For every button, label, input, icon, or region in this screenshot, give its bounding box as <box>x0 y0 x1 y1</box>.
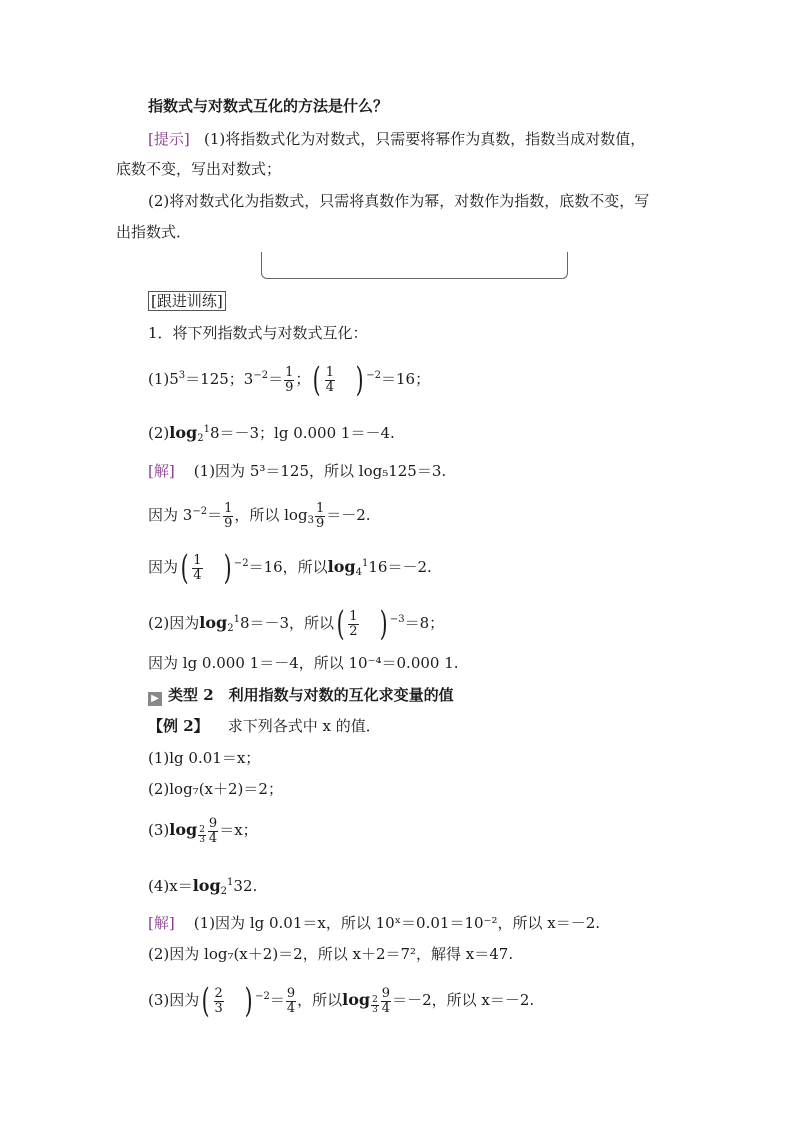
den: 3 <box>199 835 205 845</box>
exp: −2 <box>192 506 208 517</box>
question-title: 指数式与对数式互化的方法是什么？ <box>148 97 389 115</box>
paren: ( <box>313 360 322 400</box>
frac-num: 1 <box>361 558 369 569</box>
text: ＝ <box>207 506 223 524</box>
solution-1-line-5: 因为 lg 0.000 1＝－4，所以 10⁻⁴＝0.000 1. <box>148 654 459 672</box>
solution-1-line-1 <box>148 461 446 481</box>
hint-text-1a: (1)将指数式化为对数式，只需要将幂作为真数，指数当成对数值， <box>204 130 646 148</box>
text: (4)x＝ <box>148 877 193 895</box>
num: 1 <box>325 364 334 380</box>
hint-label: [提示] <box>148 130 190 148</box>
base-fraction <box>197 825 207 845</box>
num: 9 <box>381 985 391 1001</box>
text: (1)因为 5³＝125，所以 log₅125＝3. <box>193 462 447 480</box>
den: 9 <box>224 515 233 531</box>
text: ＝16； <box>380 370 431 388</box>
fraction-1-9 <box>223 502 233 531</box>
frac-num: 1 <box>203 424 210 435</box>
paren: ( <box>201 981 210 1021</box>
base-fraction <box>370 995 380 1015</box>
follow-up-label: [跟进训练] <box>148 291 226 311</box>
base: 2 <box>220 886 228 897</box>
fraction-9-4 <box>381 987 391 1016</box>
text: (2)因为 <box>148 614 200 632</box>
num: 2 <box>214 985 223 1001</box>
text: 8＝－3，所以 <box>239 614 335 632</box>
hint-text-1b: 底数不变，写出对数式； <box>116 160 282 178</box>
exp: −2 <box>255 991 270 1002</box>
exp: 3 <box>178 370 186 381</box>
example-2-item-3 <box>148 810 258 856</box>
example-2-item-4 <box>148 873 257 902</box>
text: (3) <box>148 821 170 839</box>
example-2 <box>148 716 381 736</box>
log-symbol: log <box>327 557 356 576</box>
den: 4 <box>286 1000 296 1016</box>
text: ＝ <box>268 370 284 388</box>
solution-label: [解] <box>148 462 175 480</box>
text: ＝－2. <box>326 506 371 524</box>
text: ＝16，所以 <box>248 558 328 576</box>
exercise-1-part-2 <box>148 420 395 449</box>
text: ，所以 log <box>234 506 308 524</box>
paren: ) <box>223 548 232 588</box>
solution-2-line-3 <box>148 977 534 1026</box>
base: 2 <box>227 623 234 634</box>
example-text: 求下列各式中 x 的值． <box>227 717 381 735</box>
den: 4 <box>381 1000 391 1016</box>
log-symbol: log <box>169 423 198 442</box>
text: (3)因为 <box>148 991 200 1009</box>
den: 4 <box>325 379 334 395</box>
example-2-item-2: (2)log₇(x＋2)＝2； <box>148 780 283 798</box>
example-2-item-1: (1)lg 0.01＝x； <box>148 749 261 767</box>
log-symbol: log <box>192 876 221 895</box>
fraction-1-9 <box>315 502 325 531</box>
num: 1 <box>193 552 202 568</box>
text: (1)因为 lg 0.01＝x，所以 10ˣ＝0.01＝10⁻²，所以 x＝－2. <box>193 914 601 932</box>
fraction-1-4 <box>192 554 202 583</box>
text: 因为 <box>148 558 179 576</box>
exp: −3 <box>389 614 405 625</box>
fraction-1-4 <box>325 366 335 395</box>
base: 4 <box>355 567 362 578</box>
den: 9 <box>285 379 294 395</box>
solution-2-line-1 <box>148 913 600 933</box>
solution-1-line-2 <box>148 492 371 541</box>
text: ＝8； <box>404 614 445 632</box>
text: (2) <box>148 424 170 442</box>
log-symbol: log <box>199 613 228 632</box>
paren: ) <box>355 360 364 400</box>
solution-1-line-4 <box>148 600 444 649</box>
paren: ( <box>180 548 189 588</box>
den: 4 <box>208 830 218 846</box>
text: ＝x； <box>219 821 258 839</box>
follow-up-tag <box>148 291 226 311</box>
num: 1 <box>349 608 358 624</box>
log-symbol: log <box>342 990 371 1009</box>
frac-num: 1 <box>233 614 240 625</box>
den: 2 <box>349 623 358 639</box>
den: 3 <box>214 1000 223 1016</box>
text: ； <box>295 370 311 388</box>
fraction-1-2 <box>348 610 358 639</box>
hint-line-1 <box>148 129 645 149</box>
num: 1 <box>315 500 325 516</box>
exp: −2 <box>253 370 269 381</box>
hint-text-2a: (2)将对数式化为指数式，只需将真数作为幂，对数作为指数，底数不变，写 <box>148 192 650 210</box>
solution-2-line-2: (2)因为 log₇(x＋2)＝2，所以 x＋2＝7²，解得 x＝47. <box>148 945 514 963</box>
fraction-9-4 <box>286 987 296 1016</box>
exp: −2 <box>366 370 381 381</box>
solution-1-line-3 <box>148 544 432 593</box>
den: 9 <box>315 515 325 531</box>
text: ＝ <box>269 991 285 1009</box>
text: 16＝－2. <box>368 558 432 576</box>
text: (1)5 <box>148 370 179 388</box>
den: 4 <box>193 567 202 583</box>
hint-text-2b: 出指数式． <box>116 223 192 241</box>
paren: ) <box>379 604 388 644</box>
text: ，所以 <box>297 991 343 1009</box>
num: 2 <box>199 825 205 835</box>
num: 1 <box>285 364 294 380</box>
example-label: 【例 2】 <box>148 717 209 735</box>
type-heading-text: 类型 2 利用指数与对数的互化求变量的值 <box>168 686 454 704</box>
paren: ( <box>336 604 345 644</box>
text: 因为 3 <box>148 506 193 524</box>
answer-box-bracket <box>261 252 568 279</box>
type-heading <box>148 685 454 706</box>
fraction-9-4 <box>208 817 218 846</box>
den: 3 <box>372 1005 378 1015</box>
paren: ) <box>244 981 253 1021</box>
exercise-1: 1．将下列指数式与对数式互化： <box>148 324 368 342</box>
solution-label: [解] <box>148 914 175 932</box>
exp: −2 <box>233 558 249 569</box>
frac-num: 1 <box>227 877 234 888</box>
play-triangle-icon: ▶ <box>148 692 162 706</box>
base: 2 <box>197 433 204 444</box>
base: 3 <box>307 515 314 526</box>
log-symbol: log <box>169 820 198 839</box>
num: 9 <box>286 985 296 1001</box>
fraction-1-9 <box>284 366 294 395</box>
text: ＝－2，所以 x＝－2. <box>392 991 535 1009</box>
fraction-2-3 <box>214 987 224 1016</box>
text: 32. <box>233 877 258 895</box>
exercise-1-part-1 <box>148 356 430 399</box>
text: 8＝－3；lg 0.000 1＝－4. <box>209 424 395 442</box>
text: ＝125；3 <box>185 370 254 388</box>
num: 1 <box>224 500 233 516</box>
num: 2 <box>372 995 378 1005</box>
num: 9 <box>208 815 218 831</box>
